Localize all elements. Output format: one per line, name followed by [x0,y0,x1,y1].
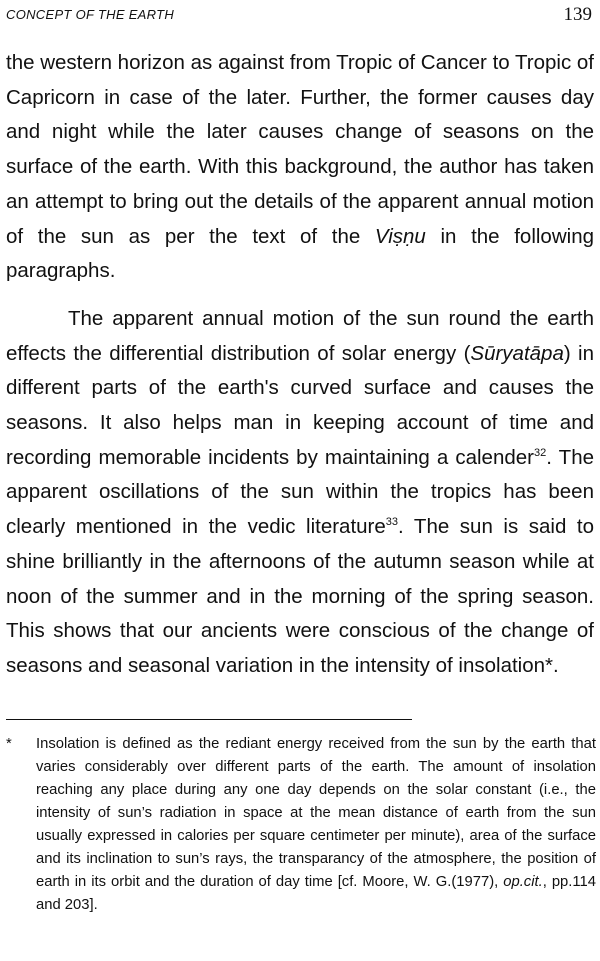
text-run: The apparent annual motion of the sun round the earth effects the differential distribution of solar energy ( [6,306,594,365]
paragraph [6,302,594,684]
text-run: in the following paragraphs. [6,224,594,283]
text-run: ) in different parts of the earth's curved surface and causes the seasons. It also helps man in keeping account of time and recording memorable incidents by maintaining a calender [6,341,594,469]
footnote-marker: * [6,736,12,752]
footnote-text [36,733,596,917]
footnote [6,733,596,917]
page-header [6,4,592,28]
text-run: Insolation is defined as the rediant energy received from the sun by the earth that varies considerably over different parts of the earth. The amount of insolation reaching any place during any one day depends on the solar constant (i.e., the intensity of sun’s radiation in space at the mean distance of earth from the sun usually expressed in calories per square centimeter per minute), area of the surface and its inclination to sun’s rays, the transparancy of the atmosphere, the position of earth in its orbit and the duration of day time [cf. Moore, W. G.(1977), [36,736,596,890]
text-run: the western horizon as against from Tropic of Cancer to Tropic of Capricorn in case of the later. Further, the former causes day and night while the later causes change of seasons on the surface of the earth. With this background, the author has taken an attempt to bring out the details of the apparent annual motion of the sun as per the text of the [6,51,594,248]
text-run: . The sun is said to shine brilliantly in the afternoons of the autumn season while at noon of the summer and in the morning of the spring season. This shows that our ancients were conscious of the change of seasons and seasonal variation in the intensity of insolation*. [6,515,595,677]
page-number: 139 [563,4,592,25]
citation-superscript: 33 [385,516,399,529]
running-head: CONCEPT OF THE EARTH [6,7,175,22]
italic-term: Sūryatāpa [470,341,564,365]
text-run: . The apparent oscillations of the sun within the tropics has been clearly mentioned in the vedic literature [6,445,594,539]
italic-term: Viṣṇu [374,224,426,248]
paragraph [6,46,594,289]
footnote-divider [6,719,412,720]
text-run: , pp.114 and 203]. [36,874,596,913]
body-text [6,46,594,684]
citation-superscript: 32 [534,446,547,459]
italic-term: op.cit. [503,874,543,890]
